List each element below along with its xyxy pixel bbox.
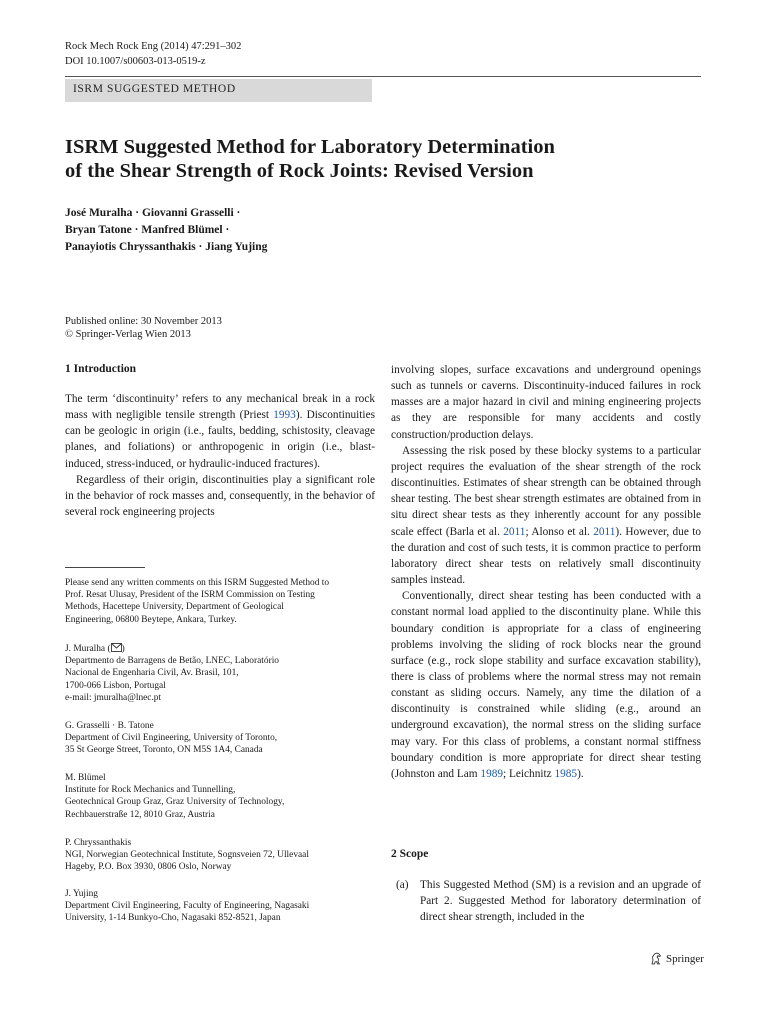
- section-label: ISRM SUGGESTED METHOD: [73, 83, 236, 95]
- affiliation-yujing: J. Yujing Department Civil Engineering, Faculty of Engineering, Nagasaki University, 1-14 Bunkyo-Cho, Nagasaki 852-8521, Japan: [65, 889, 310, 924]
- authors-line-1[interactable]: José Muralha · Giovanni Grasselli ·: [65, 207, 241, 219]
- affiliation-blumel: M. Blümel Institute for Rock Mechanics and Tunnelling, Geotechnical Group Graz, Graz University of Technology, Rechbauerstraße 12, 8010 Graz, Austria: [65, 773, 285, 820]
- authors-line-3[interactable]: Panayiotis Chryssanthakis · Jiang Yujing: [65, 241, 268, 253]
- publisher-logo: [650, 952, 704, 965]
- publisher-name: Springer: [666, 952, 704, 965]
- comments-note: Please send any written comments on this ISRM Suggested Method to Prof. Resat Ulusay, President of the ISRM Commission on Testing Methods, Hacettepe University, Department of Geological Engineering, 06800 Beytepe, Ankara, Turkey.: [65, 578, 330, 625]
- citation-link[interactable]: 1985: [554, 767, 578, 780]
- left-column-body: [65, 391, 375, 520]
- intro-heading: 1 Introduction: [65, 363, 137, 375]
- affiliation-grasselli-tatone: G. Grasselli · B. Tatone Department of Civil Engineering, University of Toronto, 35 St George Street, Toronto, ON M5S 1A4, Canada: [65, 721, 278, 756]
- citation-link[interactable]: 1989: [480, 767, 504, 780]
- springer-horse-icon: [650, 952, 662, 965]
- intro-paragraph-3: Assessing the risk posed by these blocky systems to a particular project requires the evaluation of the shear strength of the rock discontinuities. Estimates of shear strength can be obtained through shear testing. The best shear strength estimates are obtained from in situ direct shear tests as they inherently account for any possible scale effect (Barla et al. 2011; Alonso et al. 2011). However, due to the duration and cost of such tests, it is common practice to perform laboratory direct shear tests on relatively small discontinuity samples instead.: [391, 444, 701, 587]
- right-column-body: [391, 362, 701, 782]
- title-line-2: of the Shear Strength of Rock Joints: Revised Version: [65, 160, 534, 182]
- paper-title: [65, 135, 625, 183]
- citation-link[interactable]: 2011: [503, 525, 526, 538]
- publication-info: [65, 315, 222, 341]
- journal-citation: Rock Mech Rock Eng (2014) 47:291–302: [65, 41, 242, 52]
- published-date: Published online: 30 November 2013: [65, 316, 222, 327]
- author-list: [65, 205, 565, 256]
- scope-item-text: This Suggested Method (SM) is a revision and an upgrade of Part 2. Suggested Method for laboratory determination of direct shear strength, included in the: [420, 879, 701, 924]
- intro-paragraph-4: Conventionally, direct shear testing has been conducted with a constant normal load applied to the discontinuity plane. While this boundary condition is appropriate for a class of engineering problems involving the sliding of rock blocks near the ground surface (e.g., rock slope stability and surface excavation stability), there is class of problems where the normal stress may not remain constant as sliding occurs. Namely, any time the dilation of a discontinuity is constrained while sliding (e.g., around an underground excavation), the normal stress on the sliding surface may vary. For this class of problems, a constant normal stiffness boundary condition is more appropriate for direct shear testing (Johnston and Lam 1989; Leichnitz 1985).: [391, 590, 701, 780]
- title-line-1: ISRM Suggested Method for Laboratory Determination: [65, 136, 555, 158]
- email-link[interactable]: e-mail: jmuralha@lnec.pt: [65, 692, 162, 703]
- intro-paragraph-1: The term ‘discontinuity’ refers to any mechanical break in a rock mass with negligible tensile strength (Priest 1993). Discontinuities can be geologic in origin (i.e., faults, bedding, schistosity, cleavage planes, and foliations) or anthropogenic in origin (i.e., blast-induced, stress-induced, or hydraulic-induced fractures).: [65, 393, 375, 470]
- doi[interactable]: DOI 10.1007/s00603-013-0519-z: [65, 56, 206, 67]
- intro-paragraph-2-continued: involving slopes, surface excavations and underground openings such as tunnels or caverns. Discontinuity-induced failures in rock masses are a major hazard in civil and mining engineering projects as they are responsible for many accidents and costly construction/production delays.: [391, 364, 701, 441]
- scope-heading: 2 Scope: [391, 848, 429, 860]
- citation-link[interactable]: 2011: [593, 525, 616, 538]
- section-banner: [65, 79, 372, 102]
- authors-line-2[interactable]: Bryan Tatone · Manfred Blümel ·: [65, 224, 230, 236]
- scope-item-label: (a): [396, 879, 409, 891]
- copyright: © Springer-Verlag Wien 2013: [65, 329, 191, 340]
- header-rule: [65, 76, 701, 77]
- intro-paragraph-2: Regardless of their origin, discontinuities play a significant role in the behavior of rock masses and, consequently, in the behavior of several rock engineering projects: [65, 473, 375, 519]
- envelope-icon[interactable]: [111, 643, 122, 652]
- affiliation-chryssanthakis: P. Chryssanthakis NGI, Norwegian Geotechnical Institute, Sognsveien 72, Ullevaal Hageby, P.O. Box 3930, 0806 Oslo, Norway: [65, 838, 309, 873]
- citation-link[interactable]: 1993: [273, 409, 296, 422]
- footnote-rule: [65, 567, 145, 568]
- affiliation-muralha: J. Muralha ( ) Departmento de Barragens de Betão, LNEC, Laboratório Nacional de Engenharia Civil, Av. Brasil, 101, 1700-066 Lisbon, Portugal e-mail: jmuralha@lnec.pt: [65, 643, 375, 704]
